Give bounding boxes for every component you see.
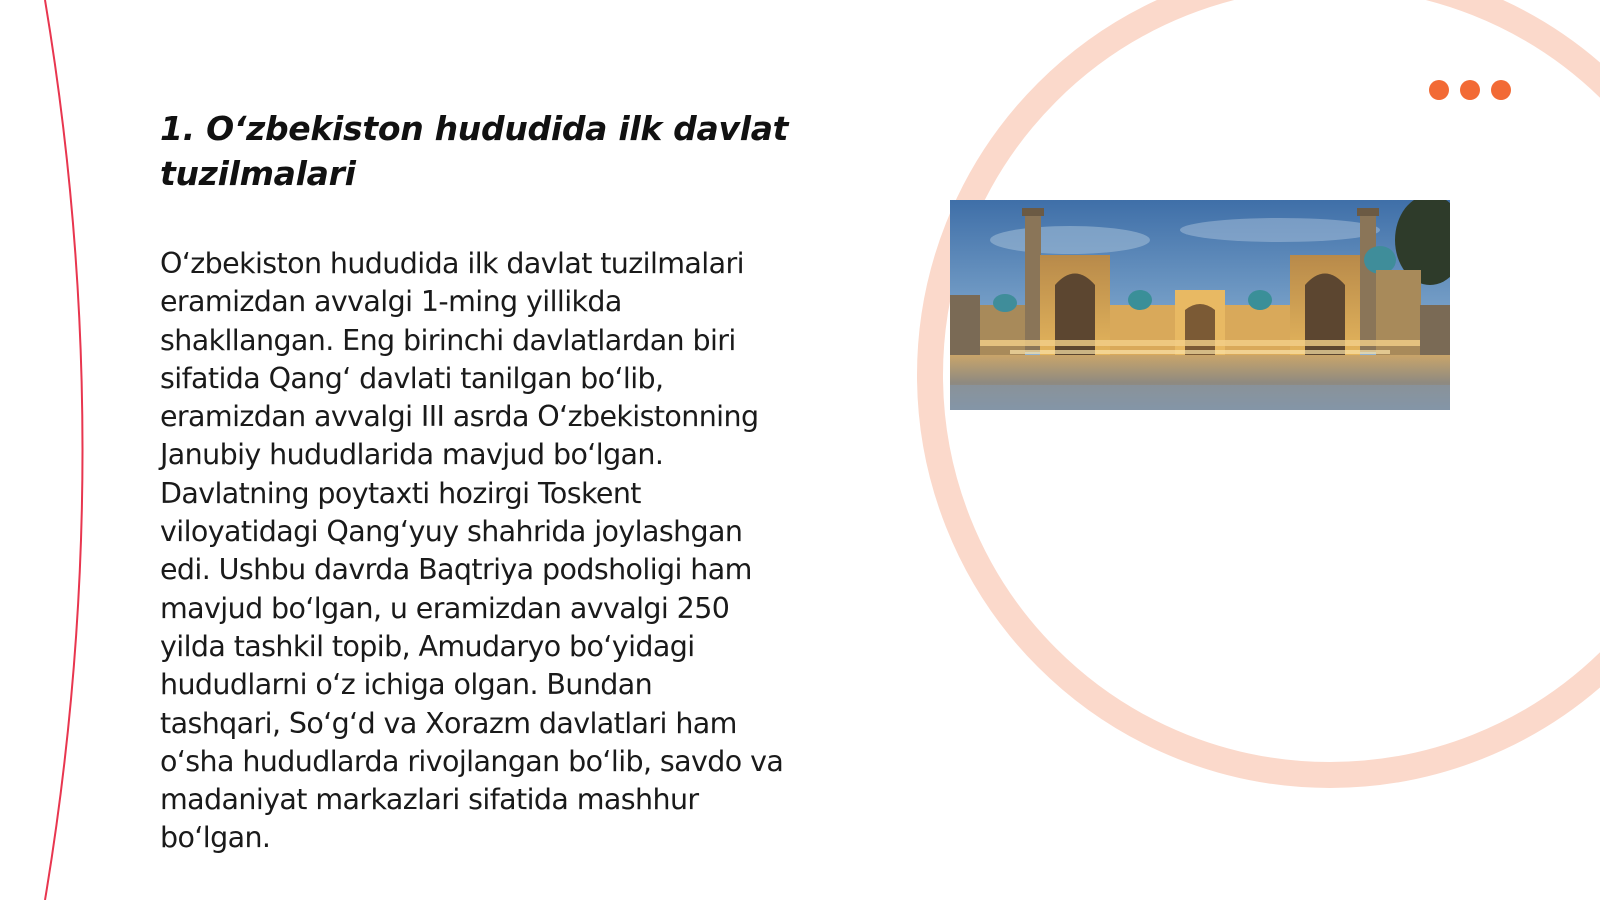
- left-curve-line: [45, 0, 83, 900]
- slide-title: 1. O‘zbekiston hududida ilk davlat tuzilmalari: [160, 109, 789, 193]
- body-line: tashqari, So‘g‘d va Xorazm davlatlari ham: [160, 706, 737, 740]
- body-line: O‘zbekiston hududida ilk davlat tuzilmalari: [160, 247, 744, 280]
- body-line: sifatida Qang‘ davlati tanilgan bo‘lib,: [160, 361, 664, 395]
- body-line: Janubiy hududlarida mavjud bo‘lgan.: [160, 438, 664, 472]
- body-line: shakllangan. Eng birinchi davlatlardan biri: [160, 323, 736, 357]
- body-line: edi. Ushbu davrda Baqtriya podsholigi ham: [160, 553, 752, 587]
- three-dots-icon: [1428, 79, 1518, 101]
- body-line: viloyatidagi Qang‘yuy shahrida joylashgan: [160, 515, 743, 549]
- body-line: hududlarni o‘z ichiga olgan. Bundan: [160, 668, 653, 702]
- body-line: mavjud bo‘lgan, u eramizdan avvalgi 250: [160, 591, 730, 625]
- body-line: eramizdan avvalgi 1-ming yillikda: [160, 285, 622, 319]
- body-line: eramizdan avvalgi III asrda O‘zbekistonning: [160, 400, 759, 434]
- body-line: Davlatning poytaxti hozirgi Toskent: [160, 476, 641, 510]
- body-line: bo‘lgan.: [160, 821, 271, 855]
- body-line: yilda tashkil topib, Amudaryo bo‘yidagi: [160, 629, 695, 663]
- body-line: madaniyat markazlari sifatida mashhur: [160, 783, 699, 817]
- registan-square-photo: [950, 200, 1450, 410]
- body-line: o‘sha hududlarda rivojlangan bo‘lib, savdo va: [160, 744, 784, 778]
- body-paragraph: [160, 245, 850, 858]
